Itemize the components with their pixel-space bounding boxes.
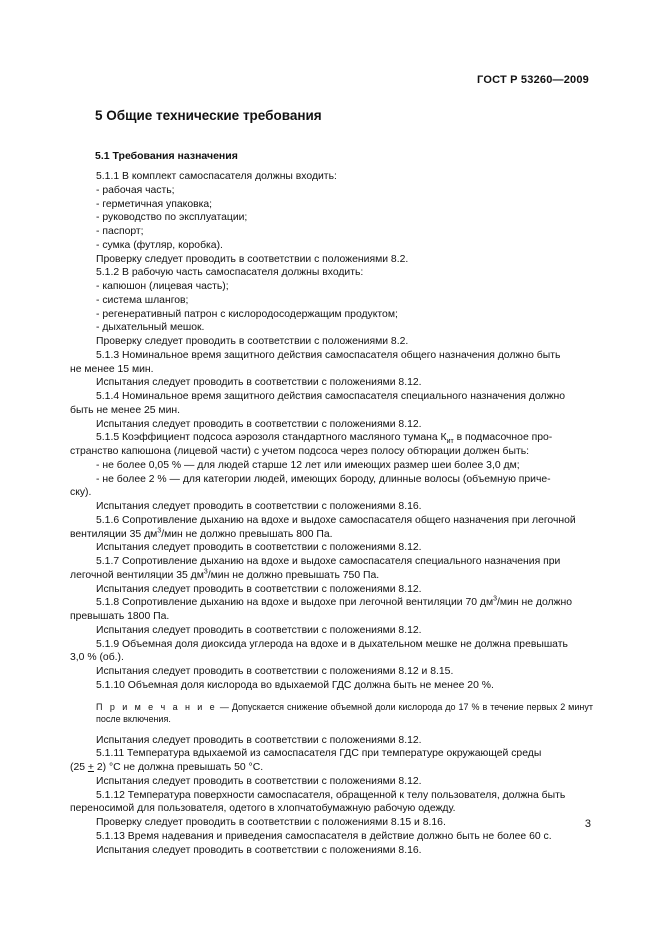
- note-text: — Допускается снижение объемной доли кислорода до 17 % в течение первых 2 минут после включения.: [96, 701, 593, 724]
- paragraph-continuation: [70, 528, 593, 542]
- paragraph: 5.1.7 Сопротивление дыханию на вдохе и выдохе самоспасателя специального назначения при: [96, 556, 561, 567]
- paragraph: Испытания следует проводить в соответствии с положениями 8.12.: [96, 624, 422, 636]
- paragraph: 5.1.12 Температура поверхности самоспасателя, обращенной к телу пользователя, должна быть: [96, 789, 566, 801]
- text-run: в подмасочное про-: [453, 432, 553, 444]
- list-item: - не более 2 % — для категории людей, имеющих бороду, длинные волосы (объемную приче-: [96, 473, 551, 485]
- paragraph-continuation: быть не менее 25 мин.: [70, 404, 181, 416]
- paragraph: Испытания следует проводить в соответствии с положениями 8.12.: [96, 542, 422, 554]
- paragraph: [96, 431, 593, 445]
- body-text: [70, 170, 593, 857]
- superscript: 3: [157, 527, 162, 535]
- superscript: 3: [203, 568, 208, 576]
- text-run: 5.1.5 Коэффициент подсоса аэрозоля стандартного масляного тумана К: [96, 432, 447, 444]
- paragraph-continuation: странство капюшона (лицевой части) с учетом подсоса через полосу обтюрации должен быть:: [70, 446, 530, 457]
- list-item: - дыхательный мешок.: [96, 322, 205, 334]
- list-item: - сумка (футляр, коробка).: [96, 239, 223, 251]
- paragraph: 5.1.3 Номинальное время защитного действия самоспасателя общего назначения должно быть: [96, 349, 561, 361]
- text-run: /мин не должно превышать 800 Па.: [161, 528, 333, 540]
- list-item: - система шлангов;: [96, 294, 189, 306]
- paragraph: 5.1.2 В рабочую часть самоспасателя должны входить:: [96, 267, 364, 279]
- paragraph: Проверку следует проводить в соответствии с положениями 8.2.: [96, 336, 409, 347]
- list-item: - руководство по эксплуатации;: [96, 212, 248, 224]
- page-number: 3: [584, 818, 591, 830]
- subscript: ит: [446, 438, 454, 446]
- note-label: П р и м е ч а н и е: [96, 701, 217, 712]
- paragraph: 5.1.4 Номинальное время защитного действия самоспасателя специального назначения должно: [96, 391, 566, 402]
- paragraph-continuation: [70, 761, 593, 775]
- paragraph-continuation: 3,0 % (об.).: [70, 652, 124, 664]
- paragraph-continuation: превышать 1800 Па.: [70, 611, 170, 622]
- paragraph: 5.1.6 Сопротивление дыханию на вдохе и выдохе самоспасателя общего назначения при легочной: [96, 514, 576, 526]
- paragraph-continuation: ску).: [70, 487, 92, 499]
- text-run: 2) °С не должна превышать 50 °С.: [93, 762, 264, 773]
- paragraph: Проверку следует проводить в соответствии с положениями 8.15 и 8.16.: [96, 817, 446, 828]
- paragraph: Испытания следует проводить в соответствии с положениями 8.12.: [96, 377, 422, 389]
- paragraph: 5.1.11 Температура вдыхаемой из самоспасателя ГДС при температуре окружающей среды: [96, 748, 542, 760]
- paragraph-continuation: не менее 15 мин.: [70, 363, 154, 375]
- section-title: 5 Общие технические требования: [95, 108, 322, 123]
- superscript: 3: [493, 595, 498, 603]
- paragraph: [96, 596, 593, 610]
- list-item: - паспорт;: [96, 226, 144, 237]
- subsection-title: 5.1 Требования назначения: [95, 150, 238, 162]
- text-run: 5.1.8 Сопротивление дыханию на вдохе и выдохе при легочной вентиляции 70 дм: [96, 597, 494, 609]
- paragraph: Испытания следует проводить в соответствии с положениями 8.16.: [96, 844, 422, 856]
- text-run: /мин не должно: [497, 597, 573, 609]
- list-item: - герметичная упаковка;: [96, 198, 213, 210]
- list-item: - не более 0,05 % — для людей старше 12 лет или имеющих размер шеи более 3,0 дм;: [96, 459, 520, 471]
- paragraph-continuation: переносимой для пользователя, одетого в хлопчатобумажную рабочую одежду.: [70, 803, 456, 815]
- paragraph: Испытания следует проводить в соответствии с положениями 8.12.: [96, 583, 422, 595]
- text-run: вентиляции 35 дм: [70, 528, 158, 540]
- paragraph: Испытания следует проводить в соответствии с положениями 8.16.: [96, 501, 422, 512]
- paragraph: 5.1.9 Объемная доля диоксида углерода на вдохе и в дыхательном мешке не должна превышать: [96, 638, 568, 650]
- text-run: легочной вентиляции 35 дм: [70, 569, 204, 581]
- document-code: ГОСТ Р 53260—2009: [477, 74, 589, 86]
- list-item: - капюшон (лицевая часть);: [96, 281, 229, 292]
- note: [96, 701, 593, 726]
- paragraph: Испытания следует проводить в соответствии с положениями 8.12.: [96, 775, 422, 787]
- paragraph: 5.1.10 Объемная доля кислорода во вдыхаемой ГДС должна быть не менее 20 %.: [96, 679, 494, 691]
- text-run: (25: [70, 762, 88, 773]
- text-run: /мин не должно превышать 750 Па.: [207, 569, 380, 581]
- plus-minus-sign: +: [87, 762, 94, 773]
- paragraph: 5.1.13 Время надевания и приведения самоспасателя в действие должно быть не более 60 с.: [96, 830, 552, 842]
- paragraph: Испытания следует проводить в соответствии с положениями 8.12.: [96, 418, 422, 430]
- list-item: - регенеративный патрон с кислородосодержащим продуктом;: [96, 308, 398, 320]
- paragraph-continuation: [70, 569, 593, 583]
- paragraph: 5.1.1 В комплект самоспасателя должны входить:: [96, 171, 337, 182]
- paragraph: Проверку следует проводить в соответствии с положениями 8.2.: [96, 253, 409, 265]
- list-item: - рабочая часть;: [96, 184, 175, 196]
- paragraph: Испытания следует проводить в соответствии с положениями 8.12.: [96, 734, 422, 746]
- paragraph: Испытания следует проводить в соответствии с положениями 8.12 и 8.15.: [96, 666, 454, 677]
